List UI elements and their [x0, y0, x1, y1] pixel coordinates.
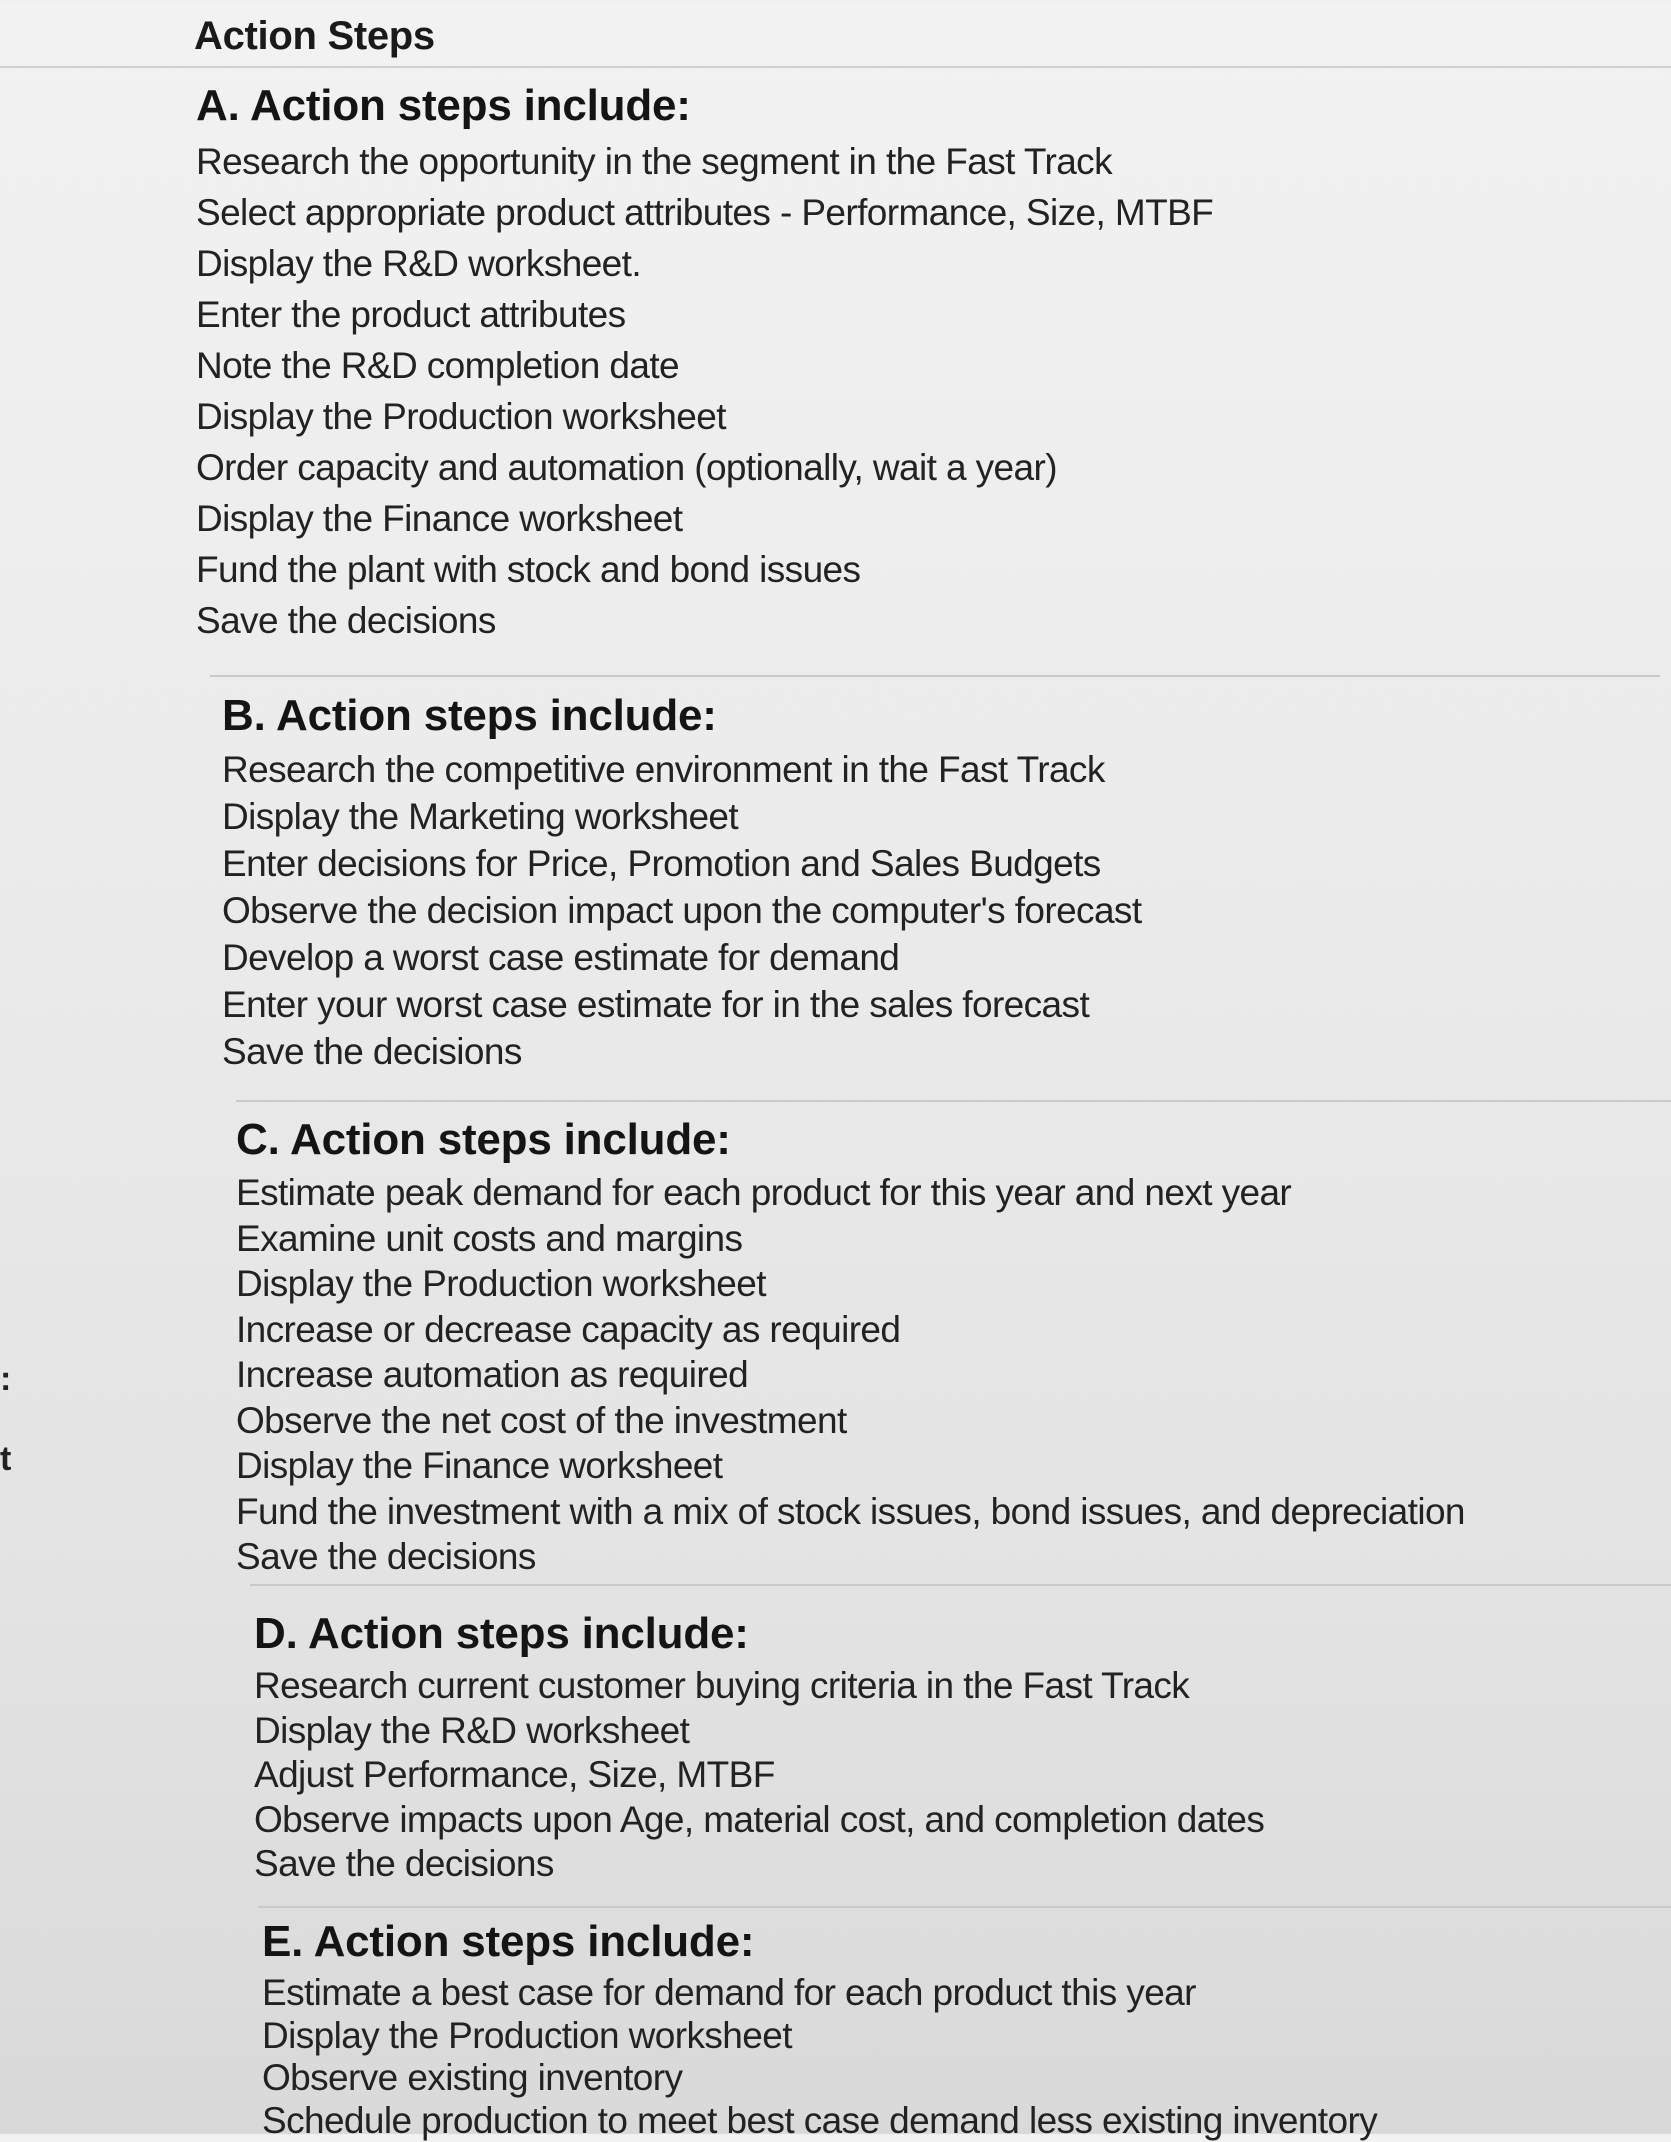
list-item: Display the Finance worksheet: [236, 1443, 1465, 1489]
list-item: Fund the plant with stock and bond issues: [196, 544, 1213, 595]
section-c-heading: C. Action steps include:: [236, 1110, 1465, 1170]
list-item: Enter the product attributes: [196, 289, 1213, 340]
section-b: [222, 686, 1142, 1075]
list-item: Schedule production to meet best case demand less existing inventory: [262, 2100, 1377, 2142]
section-c-steps: [236, 1170, 1465, 1580]
section-divider: [250, 1584, 1671, 1586]
page-title: Action Steps: [194, 14, 435, 59]
list-item: Enter decisions for Price, Promotion and Sales Budgets: [222, 840, 1142, 887]
list-item: Adjust Performance, Size, MTBF: [254, 1753, 1264, 1798]
section-c: [236, 1110, 1465, 1580]
list-item: Observe impacts upon Age, material cost, and completion dates: [254, 1798, 1264, 1843]
section-d-heading: D. Action steps include:: [254, 1604, 1264, 1664]
list-item: Observe the decision impact upon the computer's forecast: [222, 887, 1142, 934]
list-item: Examine unit costs and margins: [236, 1216, 1465, 1262]
list-item: Estimate peak demand for each product for this year and next year: [236, 1170, 1465, 1216]
section-e-steps: [262, 1972, 1377, 2142]
list-item: Order capacity and automation (optionally, wait a year): [196, 442, 1213, 493]
section-b-steps: [222, 746, 1142, 1075]
list-item: Display the Production worksheet: [236, 1261, 1465, 1307]
section-b-heading: B. Action steps include:: [222, 686, 1142, 746]
edge-text-fragment: t: [0, 1440, 11, 1479]
section-divider: [210, 675, 1660, 677]
list-item: Observe the net cost of the investment: [236, 1398, 1465, 1444]
list-item: Estimate a best case for demand for each product this year: [262, 1972, 1377, 2015]
section-d-steps: [254, 1664, 1264, 1887]
header-divider: [0, 66, 1671, 68]
section-a-heading: A. Action steps include:: [196, 76, 1213, 136]
list-item: Save the decisions: [196, 595, 1213, 646]
list-item: Fund the investment with a mix of stock issues, bond issues, and depreciation: [236, 1489, 1465, 1535]
section-a: [196, 76, 1213, 646]
list-item: Display the R&D worksheet: [254, 1709, 1264, 1754]
list-item: Observe existing inventory: [262, 2057, 1377, 2100]
list-item: Display the Marketing worksheet: [222, 793, 1142, 840]
list-item: Increase automation as required: [236, 1352, 1465, 1398]
list-item: Increase or decrease capacity as required: [236, 1307, 1465, 1353]
section-divider: [258, 1906, 1671, 1908]
list-item: Save the decisions: [236, 1534, 1465, 1580]
section-e-heading: E. Action steps include:: [262, 1912, 1377, 1972]
list-item: Note the R&D completion date: [196, 340, 1213, 391]
list-item: Research current customer buying criteria in the Fast Track: [254, 1664, 1264, 1709]
list-item: Enter your worst case estimate for in the sales forecast: [222, 981, 1142, 1028]
section-d: [254, 1604, 1264, 1887]
list-item: Display the Production worksheet: [196, 391, 1213, 442]
section-a-steps: [196, 136, 1213, 646]
list-item: Save the decisions: [222, 1028, 1142, 1075]
list-item: Select appropriate product attributes - Performance, Size, MTBF: [196, 187, 1213, 238]
list-item: Display the Finance worksheet: [196, 493, 1213, 544]
list-item: Display the R&D worksheet.: [196, 238, 1213, 289]
section-divider: [236, 1100, 1671, 1102]
list-item: Develop a worst case estimate for demand: [222, 934, 1142, 981]
edge-text-fragment: :: [0, 1360, 11, 1399]
list-item: Save the decisions: [254, 1842, 1264, 1887]
list-item: Display the Production worksheet: [262, 2015, 1377, 2058]
list-item: Research the opportunity in the segment in the Fast Track: [196, 136, 1213, 187]
list-item: Research the competitive environment in the Fast Track: [222, 746, 1142, 793]
section-e: [262, 1912, 1377, 2142]
